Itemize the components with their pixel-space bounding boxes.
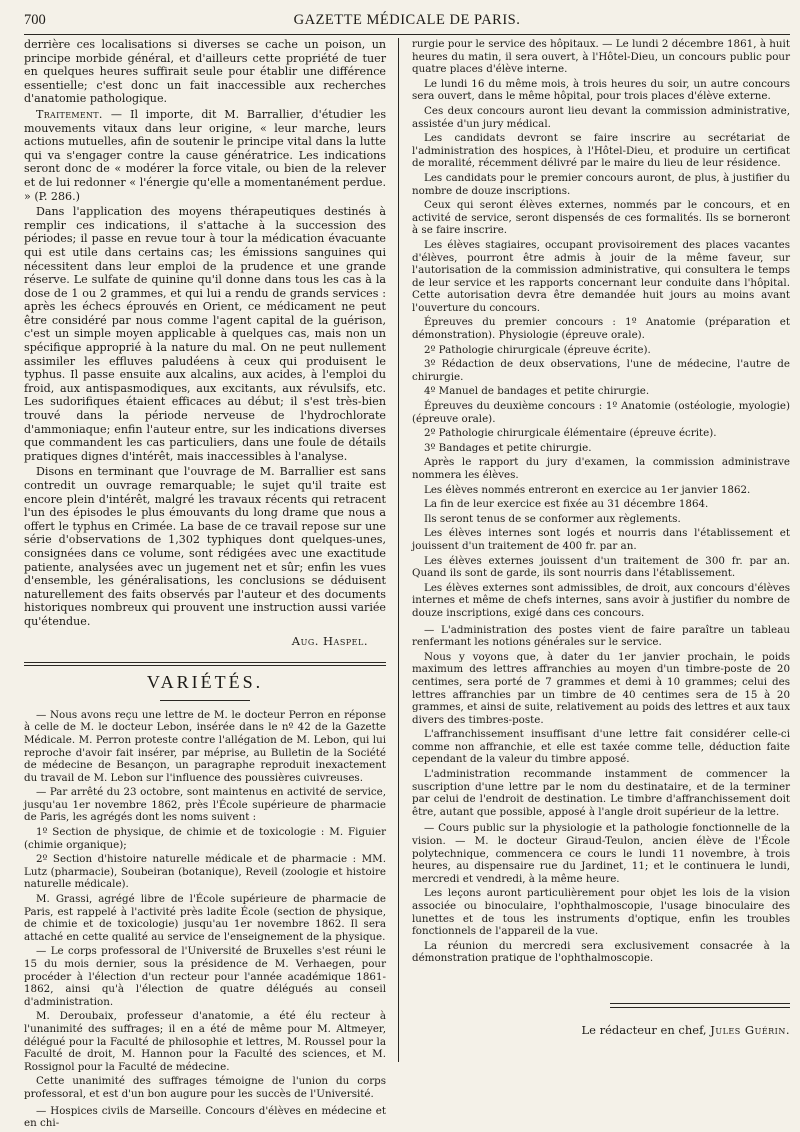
news-item: L'administration recommande instamment de commencer la suscription d'une lettre par le nom du destinataire, et de la terminer par celui de l'endroit de destination. Le timbre d'affranchissement doit être, autant que possible, apposé à l'angle droit supérieur de la lettre. [412,768,790,818]
news-item: Le lundi 16 du même mois, à trois heures du soir, un autre concours sera ouvert, dans le même hôpital, pour trois places d'élève externe. [412,77,790,103]
news-item: M. Deroubaix, professeur d'anatomie, a été élu recteur à l'unanimité des suffrages; il en a été de même pour M. Altmeyer, délégué pour la Faculté de philosophie et lettres, M. Roussel pour la Faculté de droit, M. Hannon pour la Faculté des sciences, et M. Rossignol pour la Faculté de médecine. [24,1010,386,1073]
news-item: M. Grassi, agrégé libre de l'École supérieure de pharmacie de Paris, est rappelé à l'activité près ladite École (section de physique, de chimie et de toxicologie) jusqu'au 1er novembre 1862. Il sera attaché en cette qualité au service de l'enseignement de la physique. [24,893,386,943]
news-item: Les élèves externes sont admissibles, de droit, aux concours d'élèves internes et même de chefs internes, sans avoir à justifier du nombre de douze inscriptions, exigé dans ces concours. [412,581,790,619]
traitement-paragraph [24,108,386,203]
news-item: Nous y voyons que, à dater du 1er janvier prochain, le poids maximum des lettres affranchies au moyen d'un timbre-poste de 20 centimes, sera porté de 7 grammes et demi à 10 grammes; celui des lettres affranchies par un timbre de 40 centimes sera de 15 à 20 grammes, et ainsi de suite, relativement au poids des lettres et aux taux divers des timbres-poste. [412,650,790,726]
section-heading: VARIÉTÉS. [146,672,264,693]
editor-signature [412,1024,790,1038]
news-item: Épreuves du premier concours : 1º Anatomie (préparation et démonstration). Physiologie (épreuve orale). [412,316,790,342]
news-item: 4º Manuel de bandages et petite chirurgie. [424,385,650,398]
news-item: — Nous avons reçu une lettre de M. le docteur Perron en réponse à celle de M. le docteur Lebon, insérée dans le nº 42 de la Gazette Médicale. M. Perron proteste contre l'allégation de M. Lebon, qui lui reproche d'avoir fait insérer, par méprise, au Bulletin de la Société de médecine de Besançon, un paragraphe reproduit inexactement du travail de M. Lebon sur l'influence des poussières cuivreuses. [24,708,386,784]
news-item: Cette unanimité des suffrages témoigne de l'union du corps professoral, et est d'un bon augure pour les succès de l'Université. [24,1075,386,1100]
news-item: Ils seront tenus de se conformer aux règlements. [424,512,681,525]
column-divider [398,38,399,1062]
journal-title: GAZETTE MÉDICALE DE PARIS. [293,12,521,28]
traitement-label: Traitement. — [36,107,123,121]
news-item: Les élèves externes jouissent d'un traitement de 300 fr. par an. Quand ils sont de garde, ils sont nourris dans l'établissement. [412,554,790,580]
news-item: 1º Section de physique, de chimie et de toxicologie : M. Figuier (chimie organique); [24,826,386,851]
right-column [412,38,790,1038]
news-item: Épreuves du deuxième concours : 1º Anatomie (ostéologie, myologie) (épreuve orale). [412,400,790,425]
left-column [24,38,386,1132]
review-paragraph: Dans l'application des moyens thérapeutiques destinés à remplir ces indications, il s'attache à la succession des périodes; il passe en revue tour à tour la médication évacuante qui est utile dans certains cas; les émissions sanguines qui nécessitent dans leur emploi de la prudence et une grande réserve. Le sulfate de quinine qu'il donne dans tous les cas à la dose de 1 ou 2 grammes, et qui lui a rendu de grands services : après les échecs éprouvés en Orient, ce médicament ne peut être considéré par nous comme l'agent capital de la guérison, c'est un simple moyen applicable à quelques cas, mais non un spécifique approprié à la nature du mal. On ne peut nullement assimiler les effluves paludéens à ceux qui produisent le typhus. Il passe ensuite aux alcalins, aux acides, à l'emploi du froid, aux antispasmodiques, aux excitants, aux révulsifs, etc. Les sudorifiques étaient efficaces au début; il s'est très-bien trouvé dans la période nerveuse de l'hydrochlorate d'ammoniaque; enfin l'auteur entre, sur les indications diverses que commandent les cas particuliers, dans une foule de détails pratiques dignes d'intérêt, mais inaccessibles à l'analyse. [24,205,386,463]
news-item: Ces deux concours auront lieu devant la commission administrative, assistée d'un jury médical. [412,104,790,130]
closing-rule [610,1007,790,1008]
heading-underline [160,700,250,701]
varietes-section [24,709,386,1130]
section-rule [24,662,386,666]
news-item: L'affranchissement insuffisant d'une lettre fait considérer celle-ci comme non affranchie, et elle est taxée comme telle, déduction faite cependant de la valeur du timbre apposé. [412,728,790,766]
page-number: 700 [24,12,46,28]
review-paragraph: Disons en terminant que l'ouvrage de M. Barrallier est sans contredit un ouvrage remarquable; le sujet qu'il traite est encore plein d'intérêt, malgré les travaux récents qui retracent l'un des épisodes le plus émouvants du long drame que nous a offert le typhus en Crimée. La base de ce travail repose sur une série d'observations de 1,302 typhiques dont quelques-unes, consignées dans ce volume, sont rédigées avec une exactitude patiente, analysées avec un jugement net et sûr; enfin les vues d'ensemble, les généralisations, les conclusions se déduisent naturellement des faits observés par l'auteur et des documents historiques nombreux qui prouvent une instruction aussi variée qu'étendue. [24,465,386,628]
news-item: Les élèves stagiaires, occupant provisoirement des places vacantes d'élèves, pourront être admis à jouir de la même faveur, sur l'autorisation de la commission administrative, qui consultera le temps de leur service et les rapports concernant leur conduite dans l'hôpital. Cette autorisation devra être demandée huit jours au moins avant l'ouverture du concours. [412,238,790,314]
closing-rule [610,1003,790,1004]
news-item: Les élèves internes sont logés et nourris dans l'établissement et jouissent d'un traitement de 400 fr. par an. [412,527,790,552]
news-item: — Le corps professoral de l'Université de Bruxelles s'est réuni le 15 du mois dernier, sous la présidence de M. Verhaegen, pour procéder à l'élection d'un recteur pour l'année académique 1861-1862, ainsi qu'à l'élection de quatre délégués au conseil d'administration. [24,945,386,1008]
header-rule [24,34,790,35]
news-item: 2º Pathologie chirurgicale élémentaire (épreuve écrite). [424,427,717,440]
news-item: — Hospices civils de Marseille. Concours d'élèves en médecine et en chi- [24,1104,386,1130]
news-item: Les élèves nommés entreront en exercice au 1er janvier 1862. [424,483,751,496]
traitement-text: Il importe, dit M. Barrallier, d'étudier les mouvements vitaux dans leur origine, « leur marche, leurs actions mutuelles, afin de soutenir le principe vital dans la lutte qui va s'engager contre la cause génératrice. Les indications seront donc de « modérer la force vitale, ou bien de la relever et de lui redonner « l'énergie qu'elle a momentanément perdue. » (P. 286.) [24,107,387,203]
news-item: 3º Bandages et petite chirurgie. [424,441,592,454]
editor-name: Jules Guérin. [710,1022,790,1037]
news-item: Après le rapport du jury d'examen, la commission administrave nommera les élèves. [412,456,790,481]
news-item: — Par arrêté du 23 octobre, sont maintenus en activité de service, jusqu'au 1er novembre 1862, près l'École supérieure de pharmacie de Paris, les agrégés dont les noms suivent : [24,786,386,824]
news-item: La fin de leur exercice est fixée au 31 décembre 1864. [424,498,709,511]
news-item: Ceux qui seront élèves externes, nommés par le concours, et en activité de service, seront dispensés de ces formalités. Ils se borneront à se faire inscrire. [412,199,790,237]
news-item: rurgie pour le service des hôpitaux. — Le lundi 2 décembre 1861, à huit heures du matin, il sera ouvert, à l'Hôtel-Dieu, un concours public pour quatre places d'élève interne. [412,38,790,76]
news-item: — L'administration des postes vient de faire paraître un tableau renfermant les notions générales sur le service. [412,623,790,649]
news-item: Les candidats pour le premier concours auront, de plus, à justifier du nombre de douze inscriptions. [412,171,790,197]
news-item: 2º Section d'histoire naturelle médicale et de pharmacie : MM. Lutz (pharmacie), Soubeiran (botanique), Reveil (zoologie et histoire naturelle médicale). [24,853,386,891]
news-item: La réunion du mercredi sera exclusivement consacrée à la démonstration pratique de l'ophthalmoscopie. [412,939,790,965]
running-header [24,12,790,32]
news-item: — Cours public sur la physiologie et la pathologie fonctionnelle de la vision. — M. le docteur Giraud-Teulon, ancien élève de l'École polytechnique, commencera ce cours le lundi 11 novembre, à trois heures, au dispensaire rue du Jardinet, 11; et le continuera le lundi, mercredi et vendredi, à la même heure. [412,822,790,885]
author-signature: Aug. Haspel. [291,633,368,648]
news-item: 3º Rédaction de deux observations, l'une de médecine, l'autre de chirurgie. [412,358,790,383]
editor-label: Le rédacteur en chef, [581,1022,707,1037]
news-item: Les candidats devront se faire inscrire au secrétariat de l'administration des hospices, à l'Hôtel-Dieu, et produire un certificat de moralité, récemment délivré par le maire du lieu de leur résidence. [412,132,790,170]
review-paragraph: derrière ces localisations si diverses se cache un poison, un principe morbide général, et d'ailleurs cette propriété de tuer en quelques heures suffirait seule pour établir une différence essentielle; c'est donc un fait inaccessible aux recherches d'anatomie pathologique. [24,38,386,106]
news-item: 2º Pathologie chirurgicale (épreuve écrite). [424,343,651,356]
news-item: Les leçons auront particulièrement pour objet les lois de la vision associée ou binoculaire, l'ophthalmoscopie, l'usage binoculaire des lunettes et de tous les instruments d'optique, enfin les troubles fonctionnels de l'appareil de la vue. [412,887,790,938]
